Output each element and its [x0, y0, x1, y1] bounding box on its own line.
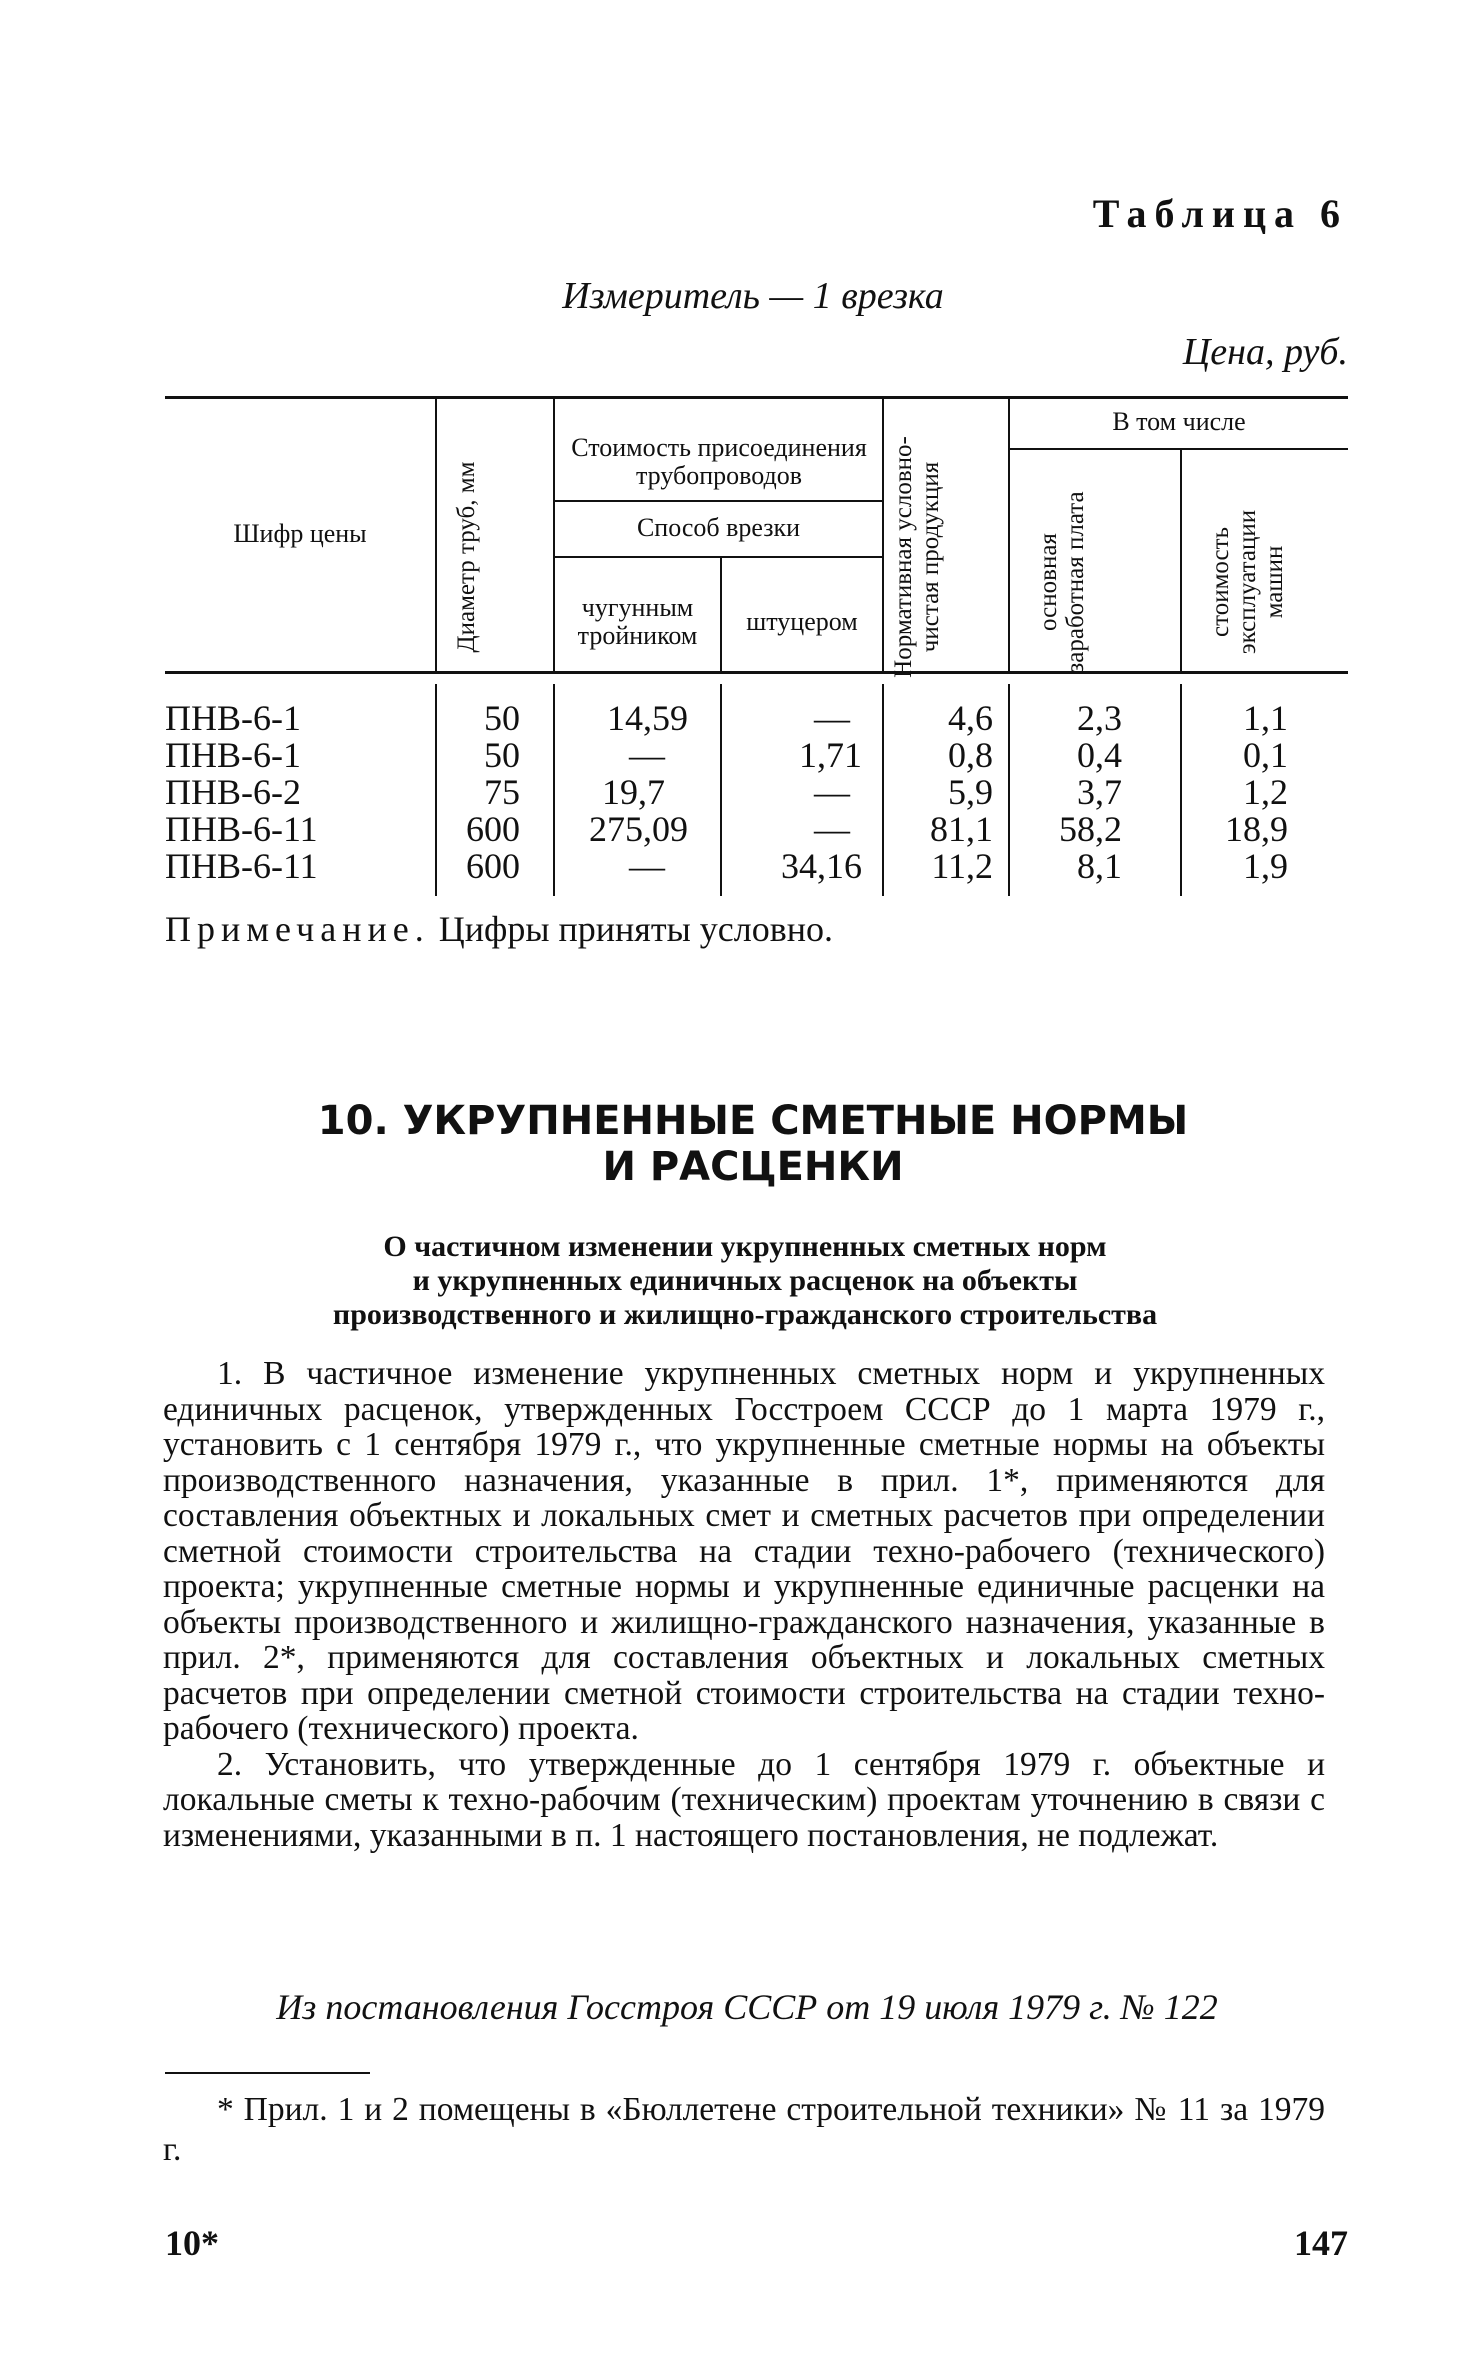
cell-fitting: 1,71 [799, 735, 862, 775]
col-divider [882, 399, 884, 674]
cell-tee: 275,09 [589, 809, 688, 849]
page-number: 147 [1294, 2223, 1348, 2263]
subtitle-line: О частичном изменении укрупненных сметных норм [383, 1230, 1107, 1263]
cell-code: ПНВ-6-1 [165, 698, 301, 738]
section-subtitle [200, 1230, 1290, 1332]
cell-machines: 1,9 [1243, 846, 1288, 886]
paragraph: 1. В частичное изменение укрупненных сметных норм и укрупненных единичных расценок, утвержденных Госстроем СССР до 1 марта 1979 г., установить с 1 сентября 1979 г., что укрупненные сметные нормы на объекты производственного назначения, указанные в прил. 1*, применяются для составления объектных и локальных смет и сметных расчетов при определении сметной стоимости строительства на стадии техно-рабочего (технического) проекта; укрупненные сметные нормы и укрупненные единичные расценки на объекты производственного и жилищно-гражданского назначения, указанные в прил. 2*, применяются для составления объектных и локальных сметных расчетов при определении сметной стоимости строительства на стадии техно-рабочего (технического) проекта. [163, 1355, 1325, 1747]
cell-wage: 58,2 [1059, 809, 1122, 849]
paragraph: 2. Установить, что утвержденные до 1 сентября 1979 г. объектные и локальные сметы к техно-рабочим (техническим) проектам уточнению в связи с изменениями, указанными в п. 1 настоящего постановления, не подлежат. [163, 1745, 1325, 1854]
cell-normative: 81,1 [930, 809, 993, 849]
cell-wage: 0,4 [1077, 735, 1122, 775]
cell-diameter: 50 [484, 735, 520, 775]
header-diameter-text: Диаметр труб, мм [453, 461, 480, 653]
price-unit: Цена, руб. [1182, 331, 1348, 373]
cell-machines: 18,9 [1225, 809, 1288, 849]
cell-wage: 3,7 [1077, 772, 1122, 812]
header-fitting: штуцером [746, 607, 858, 636]
source-citation: Из постановления Госстроя СССР от 19 июля 1979 г. № 122 [276, 1987, 1218, 2027]
col-divider [435, 399, 437, 674]
cell-fitting: 34,16 [781, 846, 862, 886]
header-method: Способ врезки [636, 513, 801, 542]
footnote-rule [165, 2072, 370, 2074]
cell-code: ПНВ-6-11 [165, 846, 318, 886]
cell-fitting: — [814, 772, 850, 812]
cell-normative: 11,2 [931, 846, 993, 886]
cell-normative: 4,6 [948, 698, 993, 738]
cell-tee: 19,7 [602, 772, 665, 812]
cell-code: ПНВ-6-11 [165, 809, 318, 849]
section-title-line: 10. УКРУПНЕННЫЕ СМЕТНЫЕ НОРМЫ [317, 1098, 1189, 1144]
including-rule [1010, 448, 1348, 450]
header-including: В том числе [1112, 407, 1246, 436]
header-connection-cost: Стоимость присоединения трубопроводов [571, 433, 867, 490]
table-row [0, 700, 1476, 737]
note-lead: Примечание. [165, 909, 430, 949]
cell-code: ПНВ-6-1 [165, 735, 301, 775]
header-wage [1035, 477, 1145, 687]
table-row [0, 848, 1476, 885]
footnote [163, 2090, 1325, 2170]
header-tee: чугунным тройником [577, 593, 698, 650]
body-text [163, 1356, 1325, 1853]
cell-tee: — [629, 735, 665, 775]
measure-unit: Измеритель — 1 врезка [562, 275, 944, 317]
cell-diameter: 75 [484, 772, 520, 812]
cell-diameter: 600 [466, 809, 520, 849]
cell-diameter: 600 [466, 846, 520, 886]
header-machines [1207, 477, 1317, 687]
cell-normative: 5,9 [948, 772, 993, 812]
table-top-rule [165, 396, 1348, 399]
header-normative-text: Нормативная условно-чистая продукция [890, 436, 944, 678]
cell-tee: 14,59 [607, 698, 688, 738]
table-note [165, 908, 833, 950]
cell-machines: 1,1 [1243, 698, 1288, 738]
header-machines-text: стоимость эксплуатации машин [1207, 509, 1288, 655]
table-row [0, 774, 1476, 811]
footnote-text: * Прил. 1 и 2 помещены в «Бюллетене строительной техники» № 11 за 1979 г. [163, 2091, 1325, 2168]
header-diameter [453, 427, 523, 687]
table-row [0, 737, 1476, 774]
connection-cost-rule [555, 500, 882, 502]
cell-machines: 1,2 [1243, 772, 1288, 812]
header-code: Шифр цены [233, 519, 367, 548]
note-text: Цифры приняты условно. [429, 909, 833, 949]
subtitle-line: производственного и жилищно-гражданского строительства [332, 1298, 1158, 1331]
cell-tee: — [629, 846, 665, 886]
signature-mark: 10* [165, 2223, 219, 2263]
section-title-line: И РАСЦЕНКИ [602, 1144, 904, 1190]
cell-wage: 2,3 [1077, 698, 1122, 738]
table-label: Таблица 6 [1092, 191, 1348, 236]
subtitle-line: и укрупненных единичных расценок на объекты [412, 1264, 1078, 1297]
col-divider [1180, 450, 1182, 674]
cell-fitting: — [814, 809, 850, 849]
cell-code: ПНВ-6-2 [165, 772, 301, 812]
cell-wage: 8,1 [1077, 846, 1122, 886]
col-divider [1008, 399, 1010, 674]
cell-fitting: — [814, 698, 850, 738]
table-row [0, 811, 1476, 848]
cell-machines: 0,1 [1243, 735, 1288, 775]
section-title [0, 1098, 1476, 1190]
header-bottom-rule [165, 671, 1348, 674]
cell-normative: 0,8 [948, 735, 993, 775]
header-normative [890, 427, 1000, 687]
header-wage-text: основная заработная плата [1035, 491, 1089, 673]
method-rule [555, 556, 882, 558]
cell-diameter: 50 [484, 698, 520, 738]
